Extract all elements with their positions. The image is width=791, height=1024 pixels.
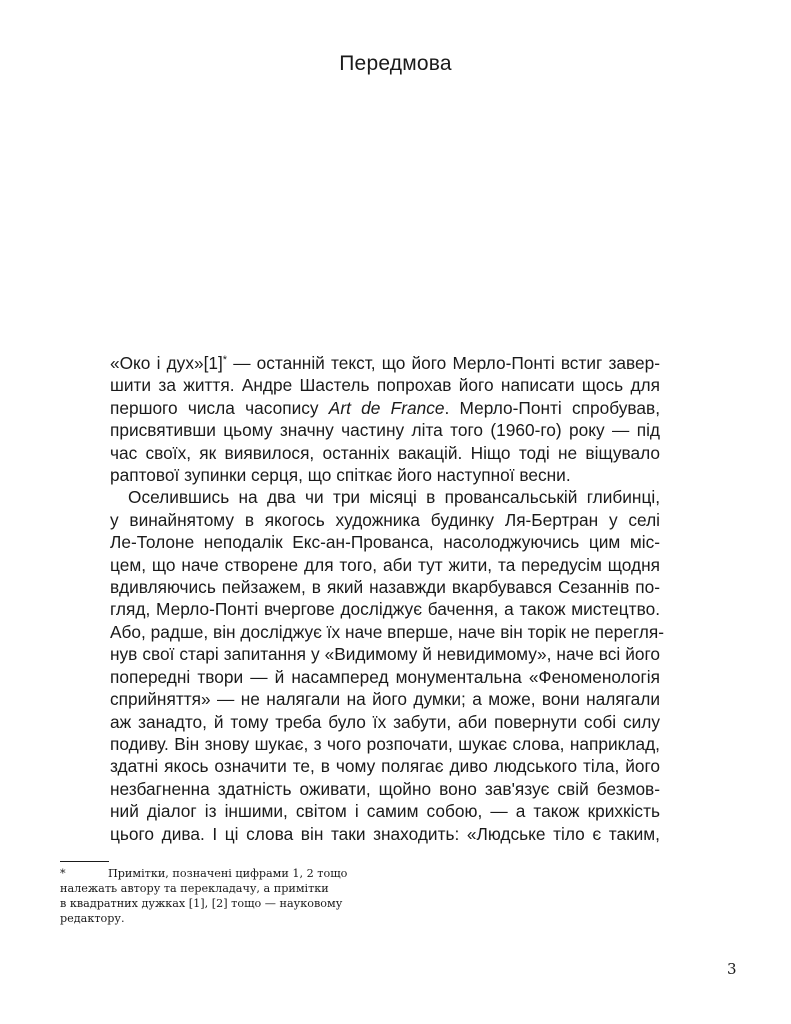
text-line: раптової зупинки серця, що спіткає його наступної весни.	[110, 465, 571, 486]
text-line: ний діалог із іншими, світом і самим собою, — а також крихкість	[110, 801, 660, 822]
page-number: 3	[727, 960, 737, 978]
footnote-line: редактору.	[60, 912, 125, 925]
journal-title: Art de France	[328, 397, 445, 418]
text-line: шити за життя. Андре Шастель попрохав його написати щось для	[110, 375, 660, 396]
text-line: цього дива. І ці слова він таки знаходить: «Людське тіло є таким,	[110, 823, 660, 844]
text-line: аж занадто, й тому треба було їх забути, аби повернути собі силу	[110, 711, 660, 732]
text-line: у винайнятому в якогось художника будинку Ля-Бертран у селі	[110, 509, 660, 530]
text-line: здатні якось означити те, в чому полягає диво людського тіла, його	[110, 756, 660, 777]
text-line: сприйняття» — не налягали на його думки; а може, вони налягали	[110, 689, 660, 710]
text-line: Або, радше, він досліджує їх наче вперше, наче він торік не перегля-	[110, 621, 664, 642]
text-line: «Око і дух»[1]* — останній текст, що його Мерло-Понті встиг завер-	[110, 353, 660, 373]
footnote-star: *	[60, 867, 66, 880]
text-line: присвятивши цьому значну частину літа того (1960-го) року — під	[110, 420, 660, 441]
text-line: гляд, Мерло-Понті вчергове досліджує бачення, а також мистецтво.	[110, 599, 660, 620]
text-line: незбагненна здатність оживати, щойно воно зав'язує свій безмов-	[110, 778, 660, 799]
footnote-marker: *	[222, 354, 228, 366]
footnote	[60, 866, 360, 926]
text-line: цем, що наче створене для того, аби тут жити, та передусім щодня	[110, 554, 660, 575]
footnote-line: * Примітки, позначені цифрами 1, 2 тощо	[60, 867, 348, 880]
text-line: Оселившись на два чи три місяці в провансальській глибинці,	[128, 487, 660, 508]
text-line: подиву. Він знову шукає, з чого розпочати, шукає слова, наприклад,	[110, 733, 660, 754]
text-line: Ле-Толоне неподалік Екс-ан-Прованса, насолоджуючись цим міс-	[110, 532, 660, 553]
text-line: першого числа часопису Art de France. Мерло-Понті спробував,	[110, 397, 660, 418]
text-line: нув свої старі запитання у «Видимому й невидимому», наче всі його	[110, 644, 660, 665]
text-line: вдивляючись пейзажем, в який назавжди вкарбувався Сезаннів по-	[110, 577, 660, 598]
footnote-divider	[60, 861, 109, 862]
footnote-line: в квадратних дужках [1], [2] тощо — науковому	[60, 897, 343, 910]
footnote-line: належать автору та перекладачу, а примітки	[60, 882, 329, 895]
page-title: Передмова	[339, 52, 452, 75]
text-line: попередні твори — й насамперед монументальна «Феноменологія	[110, 666, 660, 687]
body-text	[110, 352, 664, 845]
text-line: час своїх, як виявилося, останніх вакацій. Ніщо тоді не віщувало	[110, 442, 660, 463]
